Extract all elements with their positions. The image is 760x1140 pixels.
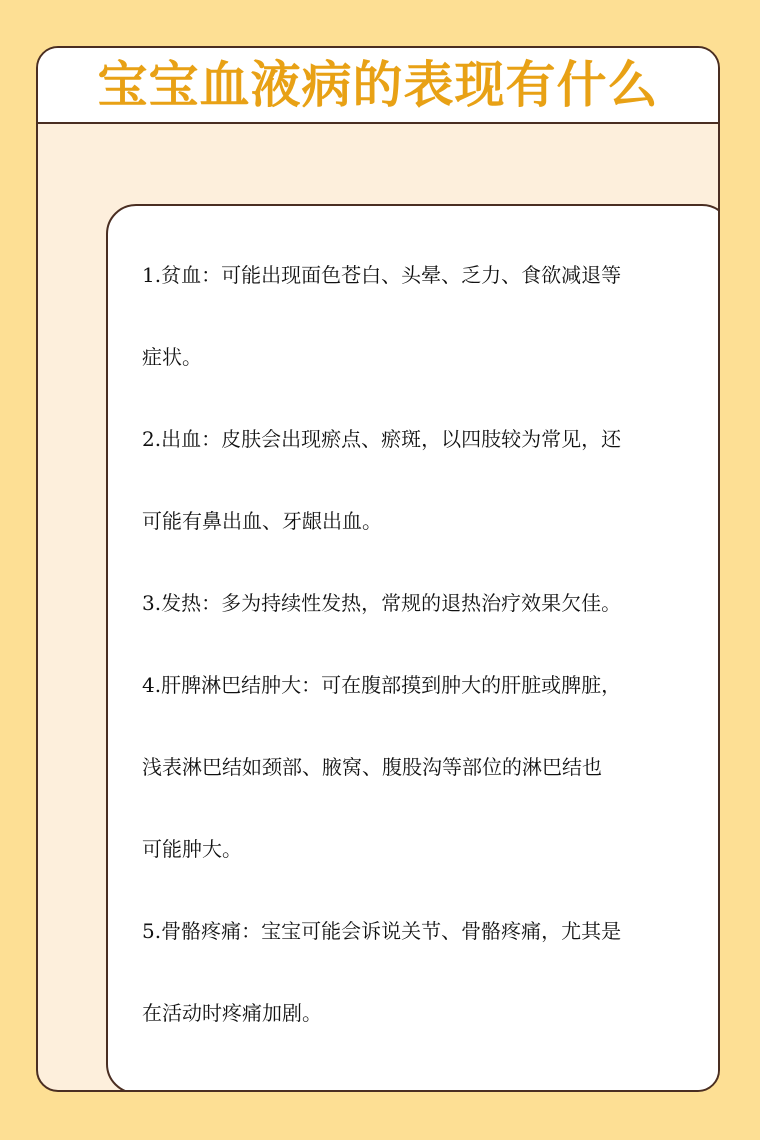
item-number: 1. [142, 263, 162, 287]
item-text: 骨骼疼痛：宝宝可能会诉说关节、骨骼疼痛，尤其是 [161, 919, 622, 943]
symptom-item-organ-enlargement [142, 644, 708, 890]
item-line: 可能有鼻出血、牙龈出血。 [142, 509, 382, 533]
item-line: 症状。 [142, 345, 202, 369]
title-bar [38, 48, 718, 124]
item-number: 3. [142, 591, 162, 615]
article-card [36, 46, 720, 1092]
item-line [142, 398, 708, 480]
symptom-item-anemia [142, 234, 708, 398]
item-line [142, 644, 708, 726]
item-line: 浅表淋巴结如颈部、腋窝、腹股沟等部位的淋巴结也 [142, 755, 602, 779]
item-line [142, 562, 708, 644]
symptom-item-bleeding [142, 398, 708, 562]
item-text: 肝脾淋巴结肿大：可在腹部摸到肿大的肝脏或脾脏， [161, 673, 622, 697]
item-number: 2. [142, 427, 162, 451]
item-number: 5. [142, 919, 162, 943]
page-title: 宝宝血液病的表现有什么 [97, 56, 659, 114]
item-line: 可能肿大。 [142, 837, 242, 861]
item-text: 贫血：可能出现面色苍白、头晕、乏力、食欲减退等 [161, 263, 622, 287]
item-line [142, 234, 708, 316]
content-panel [106, 204, 720, 1092]
item-text: 发热：多为持续性发热，常规的退热治疗效果欠佳。 [161, 591, 622, 615]
item-text: 出血：皮肤会出现瘀点、瘀斑，以四肢较为常见，还 [161, 427, 622, 451]
item-line [142, 890, 708, 972]
symptom-item-fever [142, 562, 708, 644]
item-line: 在活动时疼痛加剧。 [142, 1001, 322, 1025]
symptom-item-bone-pain [142, 890, 708, 1054]
item-number: 4. [142, 673, 162, 697]
symptom-list [142, 234, 708, 1054]
